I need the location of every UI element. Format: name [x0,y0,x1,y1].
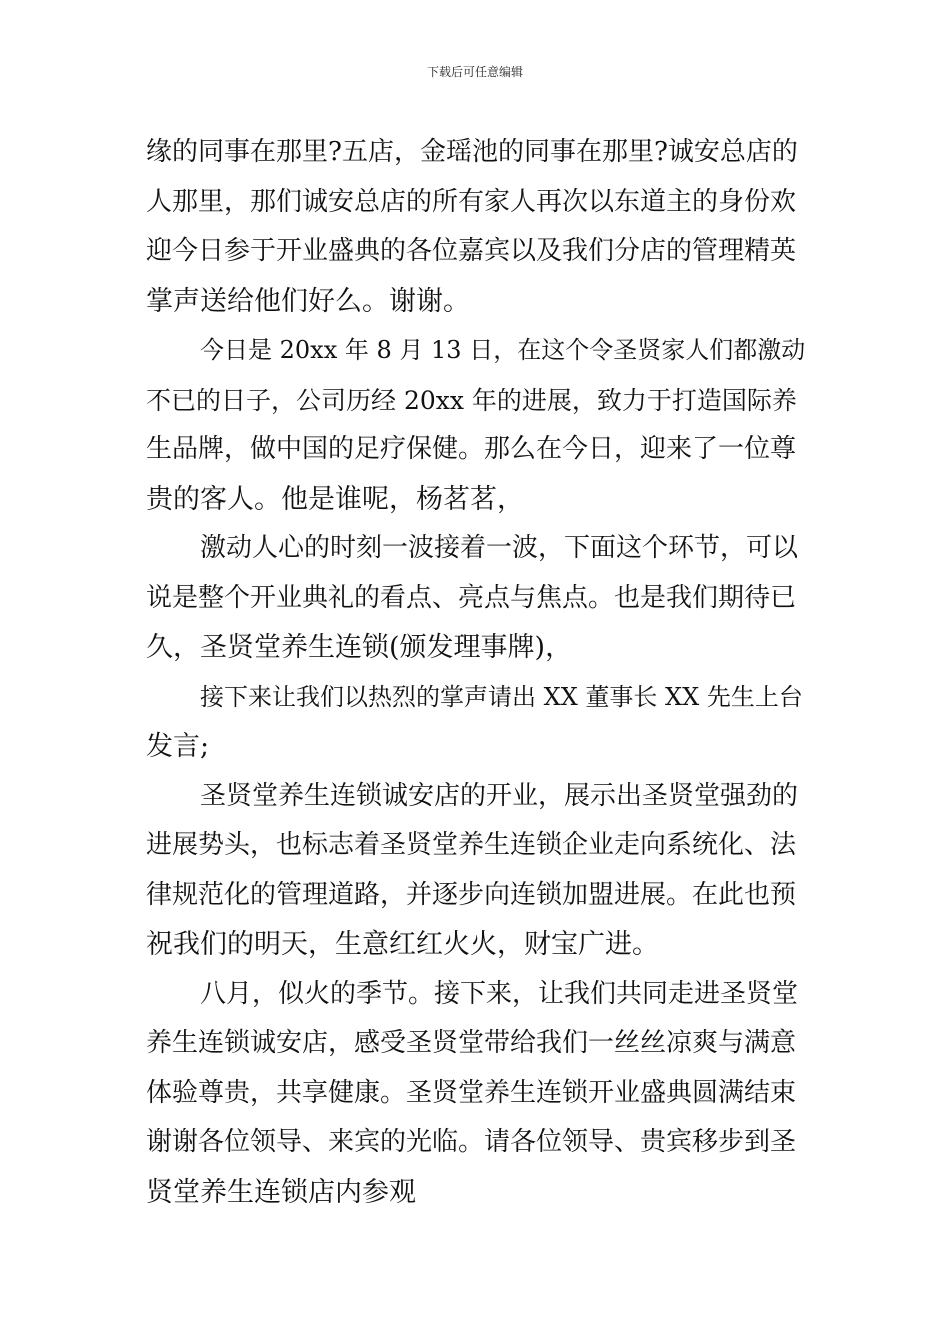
text-line: 今日是 20xx 年 8 月 13 日，在这个令圣贤家人们都激动 [200,336,806,364]
text-line: 说是整个开业典礼的看点、亮点与焦点。也是我们期待已 [146,582,797,613]
text-line: 祝我们的明天，生意红红火火，财宝广进。 [146,929,659,960]
text-line: 八月，似火的季节。接下来，让我们共同走进圣贤堂 [200,978,799,1009]
text-line: 生品牌，做中国的足疗保健。那么在今日，迎来了一位尊 [146,434,797,464]
text-line: 体验尊贵，共享健康。圣贤堂养生连锁开业盛典圆满结束 [146,1077,797,1108]
text-line: 发言; [146,731,210,762]
text-line: 不已的日子，公司历经 20xx 年的进展，致力于打造国际养 [146,385,797,415]
text-line: 接下来让我们以热烈的掌声请出 XX 董事长 XX 先生上台 [200,682,803,711]
text-line: 圣贤堂养生连锁诚安店的开业，展示出圣贤堂强劲的 [200,780,799,811]
document-body [146,128,808,1217]
text-line: 激动人心的时刻一波接着一波，下面这个环节，可以 [200,533,799,563]
text-line: 谢谢各位领导、来宾的光临。请各位领导、贵宾移步到圣 [146,1127,797,1157]
text-line: 久，圣贤堂养生连锁(颁发理事牌)， [146,632,573,663]
text-line: 迎今日参于开业盛典的各位嘉宾以及我们分店的管理精英 [146,236,797,266]
text-line: 进展势头，也标志着圣贤堂养生连锁企业走向系统化、法 [146,830,797,860]
text-line: 贤堂养生连锁店内参观 [146,1176,416,1208]
page-header: 下载后可任意编辑 [426,65,523,79]
text-line: 掌声送给他们好么。谢谢。 [146,285,470,317]
text-line: 人那里，那们诚安总店的所有家人再次以东道主的身份欢 [146,186,797,217]
text-line: 养生连锁诚安店，感受圣贤堂带给我们一丝丝凉爽与满意 [146,1028,797,1058]
text-line: 缘的同事在那里?五店，金瑶池的同事在那里?诚安总店的 [146,137,798,167]
text-line: 律规范化的管理道路，并逐步向连锁加盟进展。在此也预 [146,879,797,910]
text-line: 贵的客人。他是谁呢，杨茗茗， [146,483,524,515]
